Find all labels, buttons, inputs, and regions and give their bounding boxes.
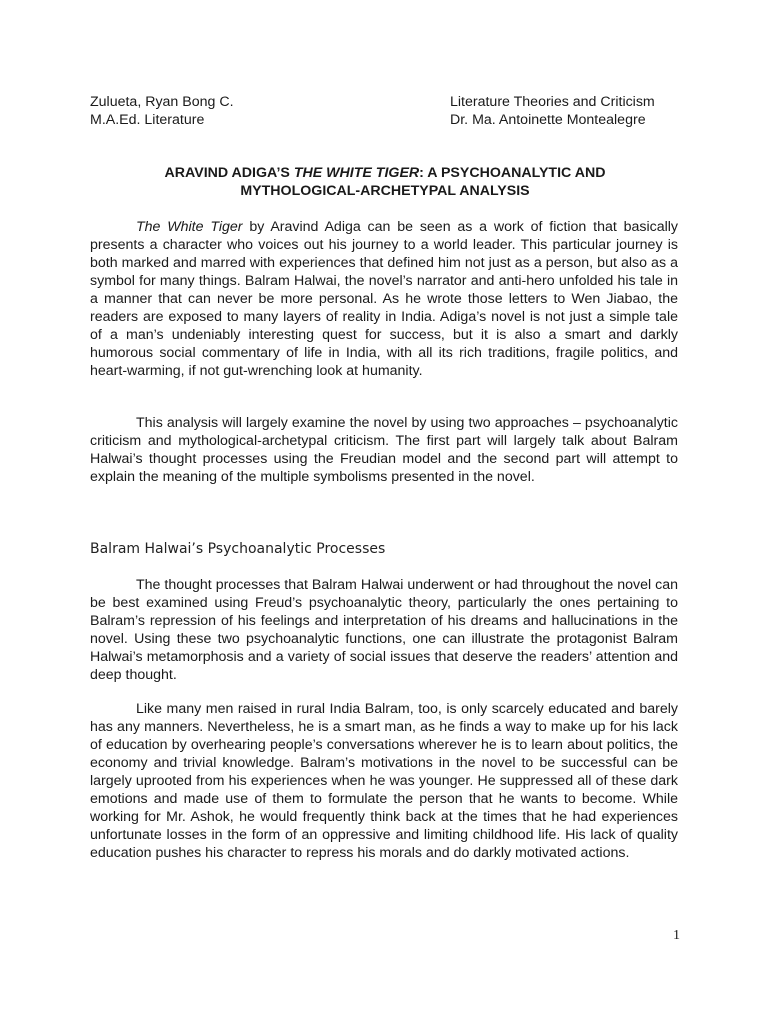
paragraph-1 — [90, 218, 678, 380]
paragraph-3: The thought processes that Balram Halwai underwent or had throughout the novel can be best examined using Freud’s psychoanalytic theory, particularly the ones pertaining to Balram’s repression of his feelings and interpretation of his dreams and hallucinations in the novel. Using these two psychoanalytic functions, one can illustrate the protagonist Balram Halwai’s metamorphosis and a variety of social issues that deserve the readers’ attention and deep thought. — [90, 577, 678, 683]
section-paragraph-block-2 — [90, 700, 678, 862]
author-degree: M.A.Ed. Literature — [90, 112, 205, 128]
title-book-name: THE WHITE TIGER — [293, 165, 420, 181]
document-title — [90, 164, 680, 200]
paragraph-1-text: by Aravind Adiga can be seen as a work of fiction that basically presents a character who voices out his journey to a world leader. This particular journey is both marked and marred with experiences that defined him not just as a person, but also as a symbol for many things. Balram Halwai, the novel’s narrator and anti-hero unfolded his tale in a manner that can never be more personal. As he wrote those letters to Wen Jiabao, the readers are exposed to many layers of reality in India. Adiga’s novel is not just a simple tale of a man’s undeniably interesting quest for success, but it is also a smart and darkly humorous social commentary of life in India, with all its rich traditions, fragile politics, and heart-warming, if not gut-wrenching look at humanity. — [90, 219, 678, 379]
paragraph-2: This analysis will largely examine the novel by using two approaches – psychoanalytic criticism and mythological-archetypal criticism. The first part will largely talk about Balram Halwai’s thought processes using the Freudian model and the second part will attempt to explain the meaning of the multiple symbolisms presented in the novel. — [90, 415, 678, 485]
document-header — [90, 93, 680, 129]
title-suffix: : A PSYCHOANALYTIC AND — [419, 165, 606, 181]
title-line-1 — [90, 164, 680, 182]
intro-paragraph-block — [90, 218, 678, 380]
paragraph-4: Like many men raised in rural India Balram, too, is only scarcely educated and barely has any manners. Nevertheless, he is a smart man, as he finds a way to make up for his lack of education by overhearing people’s conversations wherever he is to learn about politics, the economy and trivial knowledge. Balram’s motivations in the novel to be successful can be largely uprooted from his experiences when he was younger. He suppressed all of these dark emotions and made use of them to formulate the person that he wants to become. While working for Mr. Ashok, he would frequently think back at the times that he had experiences unfortunate losses in the form of an oppressive and limiting childhood life. His lack of quality education pushes his character to repress his morals and do darkly motivated actions. — [90, 701, 678, 861]
title-line-2: MYTHOLOGICAL-ARCHETYPAL ANALYSIS — [240, 183, 530, 199]
title-prefix: ARAVIND ADIGA’S — [164, 165, 294, 181]
header-row-2 — [90, 111, 680, 129]
page-number: 1 — [673, 928, 680, 943]
author-name: Zulueta, Ryan Bong C. — [90, 94, 234, 110]
approach-paragraph-block — [90, 414, 678, 486]
section-heading: Balram Halwai’s Psychoanalytic Processes — [90, 541, 386, 557]
section-paragraph-block-1 — [90, 576, 678, 684]
header-row-1 — [90, 93, 680, 111]
professor-name: Dr. Ma. Antoinette Montealegre — [450, 112, 646, 128]
paragraph-1-book-title: The White Tiger — [136, 219, 243, 235]
course-name: Literature Theories and Criticism — [450, 94, 655, 110]
